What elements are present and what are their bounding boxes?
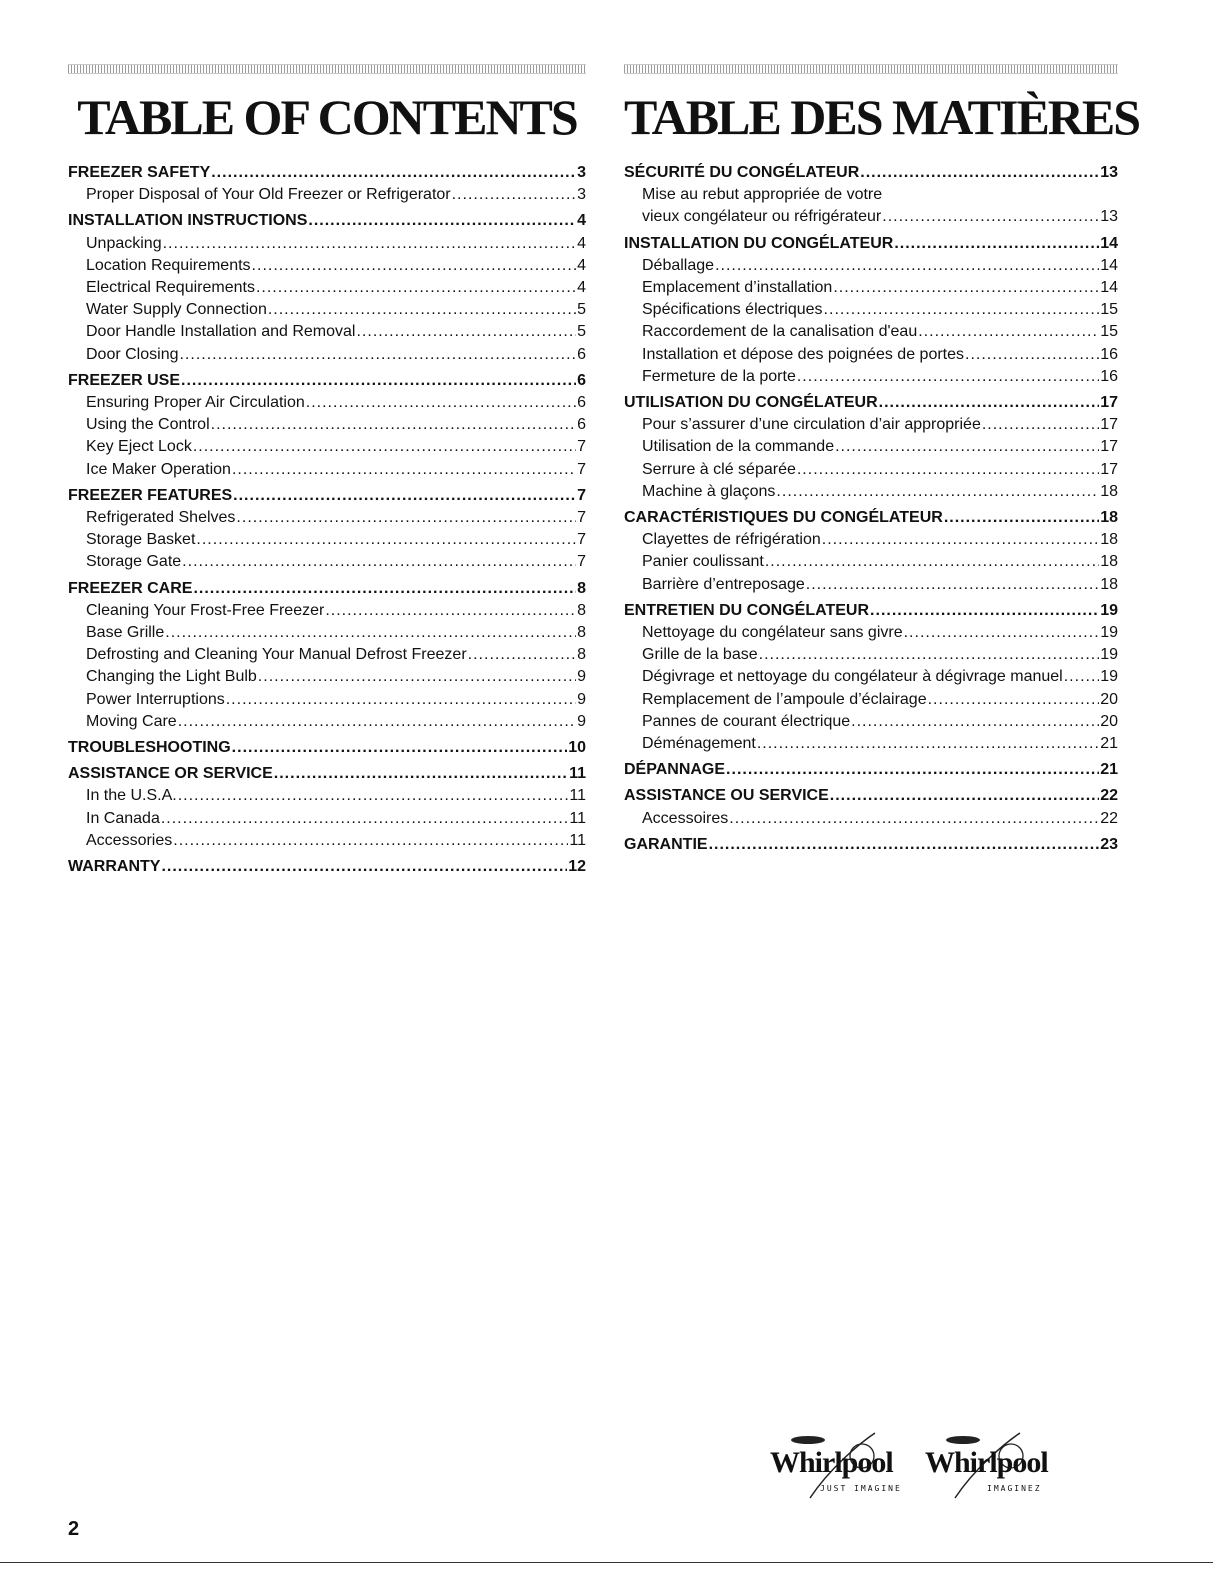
toc-subentry[interactable]: [624, 299, 1118, 321]
toc-entry-label: FREEZER USE: [68, 371, 181, 389]
toc-french: [624, 64, 1140, 856]
toc-page-number: 18: [1100, 482, 1118, 500]
toc-entry-label: Raccordement de la canalisation d'eau: [642, 323, 918, 341]
toc-page-number: 21: [1100, 761, 1118, 779]
dot-leader: [835, 436, 1099, 458]
toc-page-number: 4: [577, 234, 586, 252]
toc-page-number: 18: [1100, 553, 1118, 571]
toc-subentry[interactable]: [624, 622, 1118, 644]
toc-entry-label: In Canada: [86, 809, 160, 827]
toc-page-number: 10: [568, 739, 586, 757]
toc-entry-label: Power Interruptions: [86, 690, 225, 708]
toc-page-number: 9: [577, 690, 586, 708]
toc-entry-label: Clayettes de réfrigération: [642, 531, 821, 549]
toc-entry-label: Storage Gate: [86, 553, 182, 571]
toc-entry-label: Remplacement de l’ampoule d’éclairage: [642, 690, 927, 708]
toc-subentry[interactable]: [68, 344, 586, 366]
page-number: 2: [68, 1518, 80, 1540]
toc-page-number: 9: [577, 712, 586, 730]
toc-subentry[interactable]: [68, 529, 586, 551]
whirlpool-logo-icon: [770, 1428, 940, 1508]
toc-subentry[interactable]: [68, 392, 586, 414]
toc-entry-label: Accessories: [86, 831, 173, 849]
toc-page-number: 17: [1100, 438, 1118, 456]
toc-subentry[interactable]: [624, 277, 1118, 299]
toc-subentry[interactable]: [624, 529, 1118, 551]
toc-page-number: 6: [577, 371, 586, 389]
toc-entry-label: Barrière d’entreposage: [642, 575, 805, 593]
toc-page-number: 18: [1100, 509, 1118, 527]
toc-entry-label: Utilisation de la commande: [642, 438, 835, 456]
dot-leader: [178, 711, 576, 733]
toc-entry-label: Key Eject Lock: [86, 438, 192, 456]
toc-entry-label: WARRANTY: [68, 858, 161, 876]
toc-subentry[interactable]: [624, 574, 1118, 596]
dot-leader: [211, 162, 576, 184]
toc-page-number: 17: [1100, 394, 1118, 412]
toc-subentry[interactable]: [68, 622, 586, 644]
toc-subentry[interactable]: [68, 666, 586, 688]
toc-page-number: 3: [577, 164, 586, 181]
toc-page-number: 6: [577, 394, 586, 412]
dot-leader: [268, 299, 576, 321]
toc-entry-label: Defrosting and Cleaning Your Manual Defrost Freezer: [86, 646, 467, 664]
toc-subentry[interactable]: [624, 436, 1118, 458]
toc-page-number: 12: [568, 858, 586, 876]
toc-subentry[interactable]: [624, 366, 1118, 388]
toc-entry-label: TROUBLESHOOTING: [68, 739, 231, 757]
toc-page-number: 18: [1100, 575, 1118, 593]
toc-entry-label: Serrure à clé séparée: [642, 460, 796, 478]
toc-page-number: 6: [577, 345, 586, 363]
toc-subentry[interactable]: [68, 184, 586, 206]
dot-leader: [757, 733, 1099, 755]
toc-subentry[interactable]: [68, 321, 586, 343]
toc-subentry[interactable]: [68, 600, 586, 622]
dot-leader: [904, 622, 1100, 644]
toc-page-number: 8: [577, 646, 586, 664]
dot-leader: [468, 644, 576, 666]
toc-subentry[interactable]: [68, 644, 586, 666]
toc-section-entry[interactable]: [624, 233, 1118, 255]
toc-entry-label: In the U.S.A.: [86, 787, 177, 805]
toc-subentry[interactable]: [624, 321, 1118, 343]
toc-page-number: 5: [577, 301, 586, 319]
toc-page-number: 19: [1100, 601, 1118, 619]
dot-leader: [165, 622, 576, 644]
toc-section-entry[interactable]: [68, 485, 586, 507]
dot-leader: [860, 162, 1099, 184]
toc-entry-label: Pour s’assurer d’une circulation d’air appropriée: [642, 416, 981, 434]
dot-leader: [274, 763, 568, 785]
toc-page-number: 19: [1100, 646, 1118, 664]
toc-subentry[interactable]: [68, 299, 586, 321]
logo-brand: Whirlpool: [925, 1446, 1048, 1479]
dot-leader: [824, 299, 1100, 321]
dot-leader: [894, 233, 1099, 255]
dot-leader: [236, 507, 576, 529]
toc-subentry[interactable]: [68, 507, 586, 529]
toc-section-entry[interactable]: [68, 578, 586, 600]
toc-title-french: TABLE DES MATIÈRES: [624, 89, 1140, 145]
toc-page-number: 16: [1100, 367, 1118, 385]
logo-tagline: IMAGINEZ: [987, 1484, 1042, 1493]
toc-section-entry[interactable]: [68, 210, 586, 232]
toc-section-entry[interactable]: [624, 600, 1118, 622]
toc-entry-label: Emplacement d’installation: [642, 279, 833, 297]
toc-entry-label: CARACTÉRISTIQUES DU CONGÉLATEUR: [624, 509, 943, 527]
toc-entry-label: ASSISTANCE OU SERVICE: [624, 787, 829, 805]
toc-entry-label: Installation et dépose des poignées de portes: [642, 345, 965, 363]
toc-page-number: 4: [577, 279, 586, 297]
toc-section-entry[interactable]: [624, 162, 1118, 184]
toc-entry-label: Using the Control: [86, 416, 210, 434]
toc-subentry[interactable]: [624, 344, 1118, 366]
toc-page-number: 17: [1100, 416, 1118, 434]
toc-entry-label: Nettoyage du congélateur sans givre: [642, 624, 903, 642]
toc-subentry[interactable]: [624, 711, 1118, 733]
toc-page-number: 8: [577, 579, 586, 597]
dot-leader: [161, 856, 567, 878]
dot-leader: [982, 414, 1099, 436]
toc-page-number: 6: [577, 416, 586, 434]
toc-entry-label: Electrical Requirements: [86, 279, 255, 297]
dot-leader: [306, 392, 576, 414]
toc-page-number: 15: [1100, 301, 1118, 319]
toc-section-entry[interactable]: [68, 856, 586, 878]
dot-leader: [806, 574, 1099, 596]
dot-leader: [226, 689, 576, 711]
dot-leader: [833, 277, 1099, 299]
dot-leader: [729, 808, 1099, 830]
toc-entry-label: Panier coulissant: [642, 553, 764, 571]
toc-entry-label: Door Handle Installation and Removal: [86, 323, 356, 341]
toc-section-entry[interactable]: [68, 162, 586, 184]
dot-leader: [233, 485, 576, 507]
dot-leader: [211, 414, 576, 436]
toc-subentry[interactable]: [624, 255, 1118, 277]
toc-entry-label: SÉCURITÉ DU CONGÉLATEUR: [624, 164, 860, 181]
dot-leader: [765, 551, 1099, 573]
toc-entry-label: UTILISATION DU CONGÉLATEUR: [624, 394, 878, 412]
dot-leader: [759, 644, 1100, 666]
toc-entry-label: Location Requirements: [86, 256, 251, 274]
toc-section-entry[interactable]: [624, 834, 1118, 856]
toc-entry-label: FREEZER FEATURES: [68, 486, 233, 504]
toc-page-number: 13: [1100, 164, 1118, 181]
toc-entry-label: INSTALLATION DU CONGÉLATEUR: [624, 234, 894, 252]
dot-leader: [196, 529, 576, 551]
dot-leader: [822, 529, 1099, 551]
whirlpool-logo-icon: [925, 1428, 1095, 1508]
toc-entry-label: Door Closing: [86, 345, 179, 363]
toc-page-number: 17: [1100, 460, 1118, 478]
toc-section-entry[interactable]: [68, 737, 586, 759]
toc-page-number: 14: [1100, 234, 1118, 252]
toc-page-number: 8: [577, 601, 586, 619]
toc-subentry[interactable]: [68, 689, 586, 711]
dot-leader: [797, 459, 1099, 481]
toc-page-number: 13: [1100, 208, 1118, 226]
dot-leader: [870, 600, 1099, 622]
toc-subentry[interactable]: [624, 689, 1118, 711]
toc-english: [68, 64, 586, 878]
toc-page-number: 3: [577, 186, 586, 204]
toc-entry-label: Dégivrage et nettoyage du congélateur à dégivrage manuel: [642, 668, 1063, 686]
toc-page-number: 11: [569, 831, 586, 849]
toc-page-number: 11: [569, 809, 586, 827]
dot-leader: [161, 808, 569, 830]
toc-section-entry[interactable]: [624, 759, 1118, 781]
toc-page-number: 7: [577, 460, 586, 478]
dot-leader: [163, 233, 576, 255]
toc-entry-label: FREEZER CARE: [68, 579, 193, 597]
toc-page-number: 14: [1100, 256, 1118, 274]
toc-page-number: 23: [1100, 835, 1118, 853]
toc-title-english: TABLE OF CONTENTS: [77, 89, 577, 145]
dot-leader: [232, 737, 568, 759]
toc-entry-label: DÉPANNAGE: [624, 761, 726, 779]
toc-section-entry[interactable]: [624, 507, 1118, 529]
toc-page-number: 7: [577, 531, 586, 549]
toc-entry-label: Refrigerated Shelves: [86, 509, 236, 527]
toc-page-number: 19: [1100, 668, 1118, 686]
toc-list-french: [624, 162, 1118, 856]
toc-entry-label: Fermeture de la porte: [642, 367, 796, 385]
dot-leader: [882, 206, 1099, 228]
toc-subentry[interactable]: [624, 551, 1118, 573]
dot-leader: [181, 370, 576, 392]
toc-page-number: 7: [577, 438, 586, 456]
toc-page-number: 14: [1100, 279, 1118, 297]
dot-leader: [356, 321, 576, 343]
toc-page-number: 7: [577, 486, 586, 504]
dot-leader: [879, 392, 1100, 414]
dot-leader: [258, 666, 576, 688]
toc-page-number: 5: [577, 323, 586, 341]
dot-leader: [1064, 666, 1099, 688]
toc-page-number: 9: [577, 668, 586, 686]
toc-entry-label: INSTALLATION INSTRUCTIONS: [68, 212, 308, 230]
toc-subentry[interactable]: [68, 459, 586, 481]
toc-entry-label: Moving Care: [86, 712, 177, 730]
toc-page-number: 11: [569, 765, 586, 783]
toc-entry-label: ASSISTANCE OR SERVICE: [68, 765, 273, 783]
toc-entry-label: Unpacking: [86, 234, 162, 252]
dot-leader: [776, 481, 1099, 503]
toc-entry-label: Ensuring Proper Air Circulation: [86, 394, 305, 412]
dot-leader: [325, 600, 576, 622]
dot-leader: [452, 184, 576, 206]
toc-page-number: 7: [577, 553, 586, 571]
dot-leader: [178, 785, 569, 807]
toc-page-number: 4: [577, 256, 586, 274]
toc-page-number: 22: [1100, 809, 1118, 827]
bottom-rule: [0, 1562, 1213, 1563]
toc-subentry[interactable]: [68, 414, 586, 436]
toc-subentry[interactable]: [68, 830, 586, 852]
toc-entry-label: Spécifications électriques: [642, 301, 823, 319]
dot-leader: [851, 711, 1099, 733]
toc-entry-label: vieux congélateur ou réfrigérateur: [642, 208, 882, 226]
dot-leader: [256, 277, 576, 299]
toc-page-number: 21: [1100, 735, 1118, 753]
dot-leader: [965, 344, 1099, 366]
toc-page-number: 4: [577, 212, 586, 230]
toc-section-entry[interactable]: [68, 370, 586, 392]
top-rule: [624, 64, 1118, 74]
toc-entry-label: Base Grille: [86, 624, 165, 642]
dot-leader: [726, 759, 1099, 781]
dot-leader: [928, 689, 1100, 711]
toc-page-number: 15: [1100, 323, 1118, 341]
toc-entry-label: Ice Maker Operation: [86, 460, 231, 478]
dot-leader: [252, 255, 577, 277]
toc-entry-label: FREEZER SAFETY: [68, 164, 211, 181]
toc-entry-label: Water Supply Connection: [86, 301, 267, 319]
dot-leader: [232, 459, 576, 481]
dot-leader: [944, 507, 1099, 529]
logo-tagline: JUST IMAGINE: [820, 1484, 902, 1493]
toc-section-entry[interactable]: [68, 763, 586, 785]
dot-leader: [193, 578, 576, 600]
toc-page-number: 20: [1100, 690, 1118, 708]
toc-subentry[interactable]: [624, 733, 1118, 755]
toc-page-number: 11: [569, 787, 586, 805]
toc-subentry[interactable]: [624, 644, 1118, 666]
toc-entry-label: Pannes de courant électrique: [642, 712, 851, 730]
toc-subentry[interactable]: [624, 414, 1118, 436]
toc-subentry-label: Mise au rebut appropriée de votre: [642, 186, 883, 204]
toc-page-number: 19: [1100, 624, 1118, 642]
toc-subentry[interactable]: [624, 459, 1118, 481]
dot-leader: [715, 255, 1099, 277]
toc-subentry[interactable]: [624, 481, 1118, 503]
toc-entry-label: Grille de la base: [642, 646, 758, 664]
toc-page-number: 8: [577, 624, 586, 642]
toc-entry-label: Proper Disposal of Your Old Freezer or Refrigerator: [86, 186, 451, 204]
dot-leader: [797, 366, 1099, 388]
toc-entry-label: ENTRETIEN DU CONGÉLATEUR: [624, 601, 870, 619]
toc-subentry[interactable]: [68, 436, 586, 458]
toc-page-number: 18: [1100, 531, 1118, 549]
toc-entry-label: Accessoires: [642, 809, 729, 827]
toc-subentry[interactable]: [68, 808, 586, 830]
dot-leader: [830, 785, 1099, 807]
toc-list-english: [68, 162, 586, 878]
toc-entry-label: Déballage: [642, 256, 715, 274]
toc-page-number: 16: [1100, 345, 1118, 363]
toc-page-number: 22: [1100, 787, 1118, 805]
toc-entry-label: Changing the Light Bulb: [86, 668, 257, 686]
dot-leader: [709, 834, 1100, 856]
toc-section-entry[interactable]: [624, 785, 1118, 807]
toc-page-number: 7: [577, 509, 586, 527]
toc-page-number: 20: [1100, 712, 1118, 730]
dot-leader: [173, 830, 568, 852]
dot-leader: [308, 210, 576, 232]
toc-subentry[interactable]: [624, 666, 1118, 688]
toc-subentry[interactable]: [68, 255, 586, 277]
top-rule: [68, 64, 586, 74]
toc-entry-label: Cleaning Your Frost-Free Freezer: [86, 601, 325, 619]
toc-subentry[interactable]: [624, 206, 1118, 228]
toc-entry-label: Machine à glaçons: [642, 482, 776, 500]
dot-leader: [193, 436, 576, 458]
toc-subentry[interactable]: [68, 785, 586, 807]
dot-leader: [918, 321, 1099, 343]
toc-section-entry[interactable]: [624, 392, 1118, 414]
toc-entry-label: Storage Basket: [86, 531, 196, 549]
dot-leader: [182, 551, 576, 573]
toc-subentry[interactable]: [68, 277, 586, 299]
toc-subentry[interactable]: [624, 808, 1118, 830]
toc-entry-label: Déménagement: [642, 735, 756, 753]
toc-subentry[interactable]: [68, 551, 586, 573]
toc-entry-label: GARANTIE: [624, 835, 708, 853]
toc-subentry[interactable]: [68, 233, 586, 255]
logo-brand: Whirlpool: [770, 1446, 893, 1479]
dot-leader: [179, 344, 576, 366]
toc-subentry[interactable]: [68, 711, 586, 733]
